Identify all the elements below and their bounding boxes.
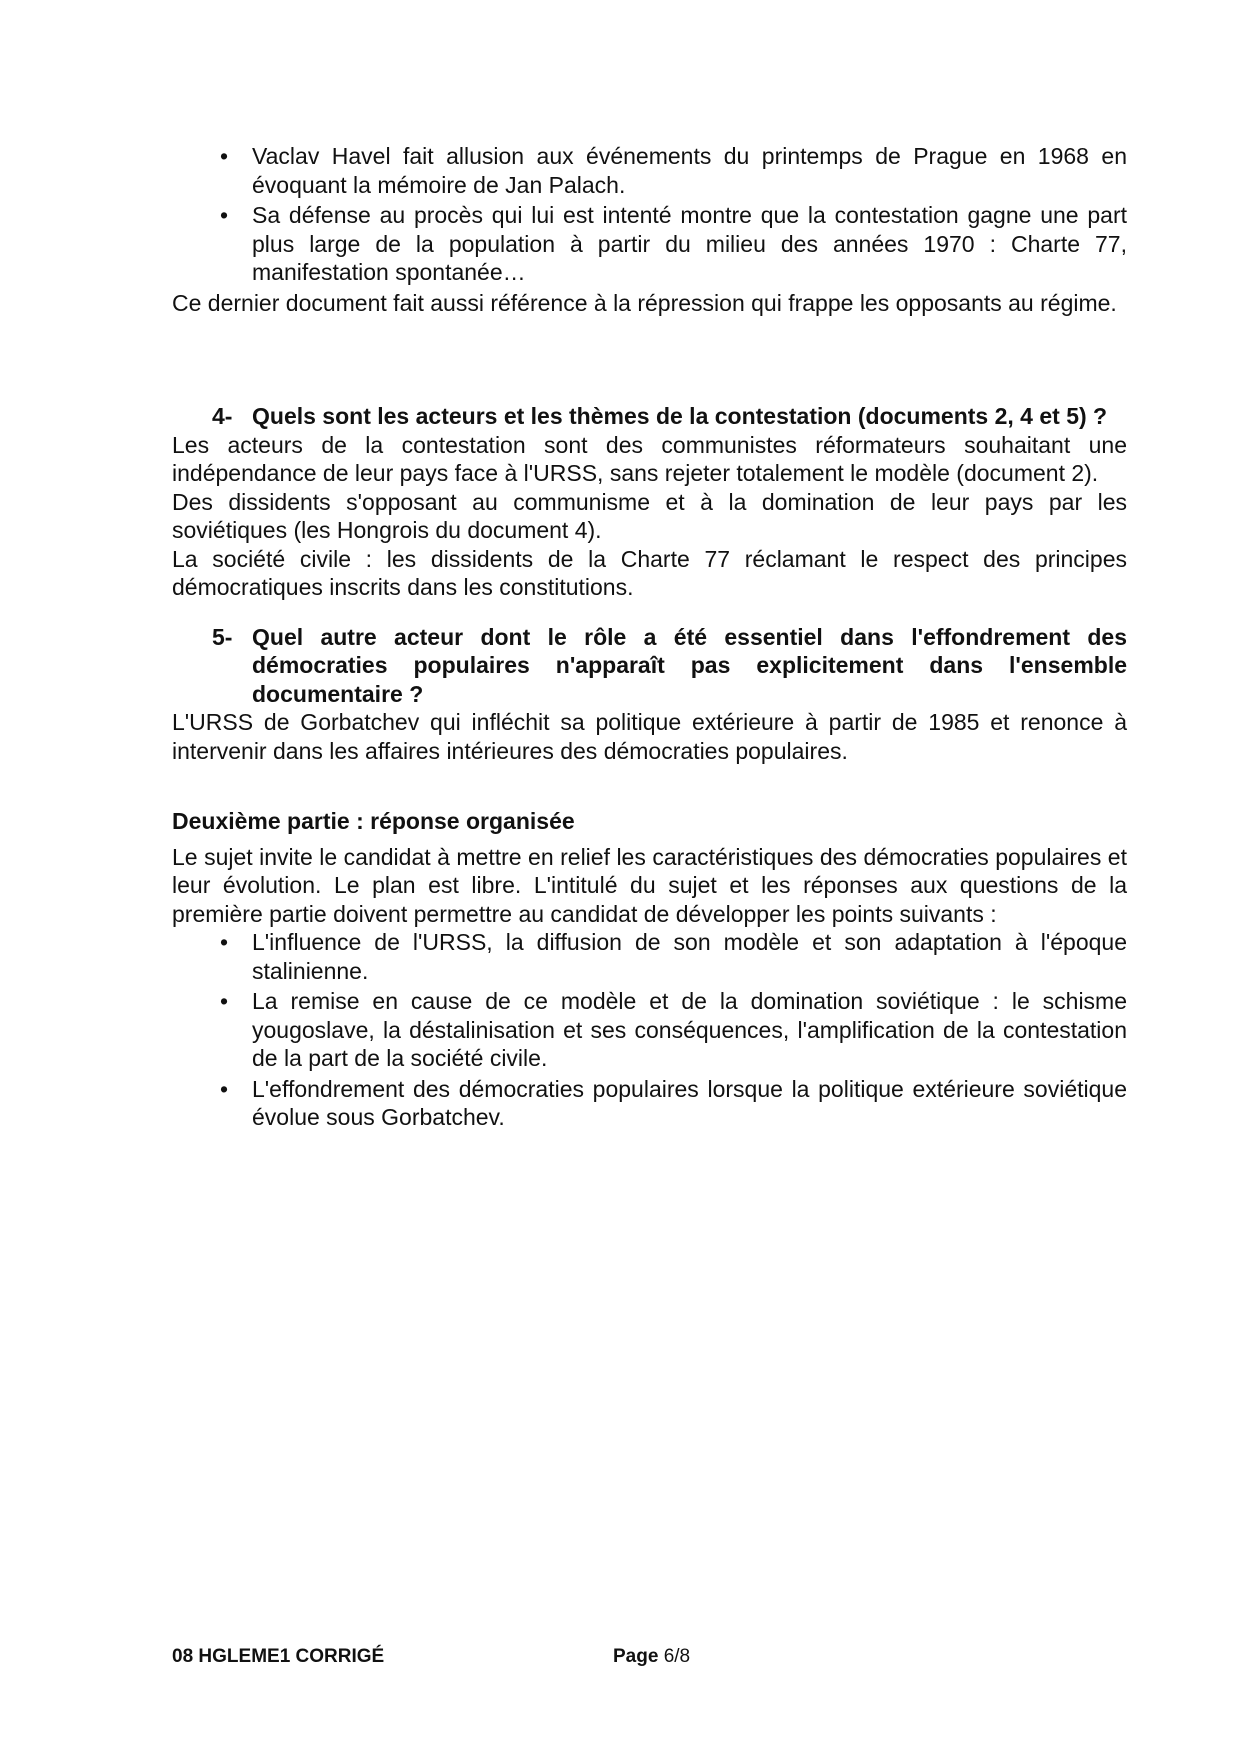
question-4-paragraph: La société civile : les dissidents de la Charte 77 réclamant le respect des principes démocratiques inscrits dans les constitutions.: [172, 545, 1127, 600]
list-item-text: La remise en cause de ce modèle et de la domination soviétique : le schisme yougoslave, la déstalinisation et ses conséquences, l'amplification de la contestation de la part de la société civile.: [252, 988, 1127, 1071]
bullet-icon: •: [220, 988, 229, 1014]
question-4-text: Quels sont les acteurs et les thèmes de la contestation (documents 2, 4 et 5) ?: [252, 403, 1108, 429]
page-content: [172, 142, 1127, 1134]
question-4-paragraph: Des dissidents s'opposant au communisme et à la domination de leur pays par les soviétiques (les Hongrois du document 4).: [172, 488, 1127, 543]
question-4-paragraph: Les acteurs de la contestation sont des communistes réformateurs souhaitant une indépendance de leur pays face à l'URSS, sans rejeter totalement le modèle (document 2).: [172, 431, 1127, 486]
top-closing-paragraph: Ce dernier document fait aussi référence à la répression qui frappe les opposants au régime.: [172, 289, 1117, 316]
bullet-icon: •: [220, 929, 229, 955]
footer-page-label: Page: [613, 1646, 659, 1667]
list-item-text: Sa défense au procès qui lui est intenté montre que la contestation gagne une part plus large de la population à partir du milieu des années 1970 : Charte 77, manifestation spontanée…: [252, 202, 1127, 285]
question-5-answer: L'URSS de Gorbatchev qui infléchit sa politique extérieure à partir de 1985 et renonce à intervenir dans les affaires intérieures des démocraties populaires.: [172, 709, 1127, 764]
bullet-icon: •: [220, 143, 229, 169]
question-4-title: [172, 402, 1127, 431]
bullet-icon: •: [220, 202, 229, 228]
list-item-text: L'effondrement des démocraties populaires lorsque la politique extérieure soviétique évolue sous Gorbatchev.: [252, 1075, 1127, 1130]
bullet-icon: •: [220, 1075, 229, 1102]
list-item: [172, 987, 1127, 1073]
footer-page-indicator: [613, 1646, 690, 1668]
question-5-number: 5-: [212, 623, 233, 650]
top-bullet-list: [172, 142, 1127, 287]
footer-document-code: 08 HGLEME1 CORRIGÉ: [172, 1646, 385, 1667]
list-item: [172, 928, 1127, 985]
question-4-number: 4-: [212, 403, 233, 429]
list-item: [172, 142, 1127, 199]
list-item-text: L'influence de l'URSS, la diffusion de son modèle et son adaptation à l'époque stalinienne.: [252, 929, 1127, 984]
part-2-bullet-list: [172, 928, 1127, 1132]
footer-page-number: 6/8: [663, 1646, 691, 1667]
part-2-intro: Le sujet invite le candidat à mettre en relief les caractéristiques des démocraties populaires et leur évolution. Le plan est libre. L'intitulé du sujet et les réponses aux questions de la première partie doivent permettre au candidat de développer les points suivants :: [172, 843, 1127, 927]
question-5-title: [172, 623, 1127, 709]
question-5-text: Quel autre acteur dont le rôle a été essentiel dans l'effondrement des démocraties populaires n'apparaît pas explicitement dans l'ensemble documentaire ?: [252, 623, 1127, 707]
part-2-heading: Deuxième partie : réponse organisée: [172, 808, 575, 834]
list-item: [172, 1075, 1127, 1132]
list-item-text: Vaclav Havel fait allusion aux événements du printemps de Prague en 1968 en évoquant la mémoire de Jan Palach.: [252, 143, 1127, 198]
list-item: [172, 201, 1127, 287]
